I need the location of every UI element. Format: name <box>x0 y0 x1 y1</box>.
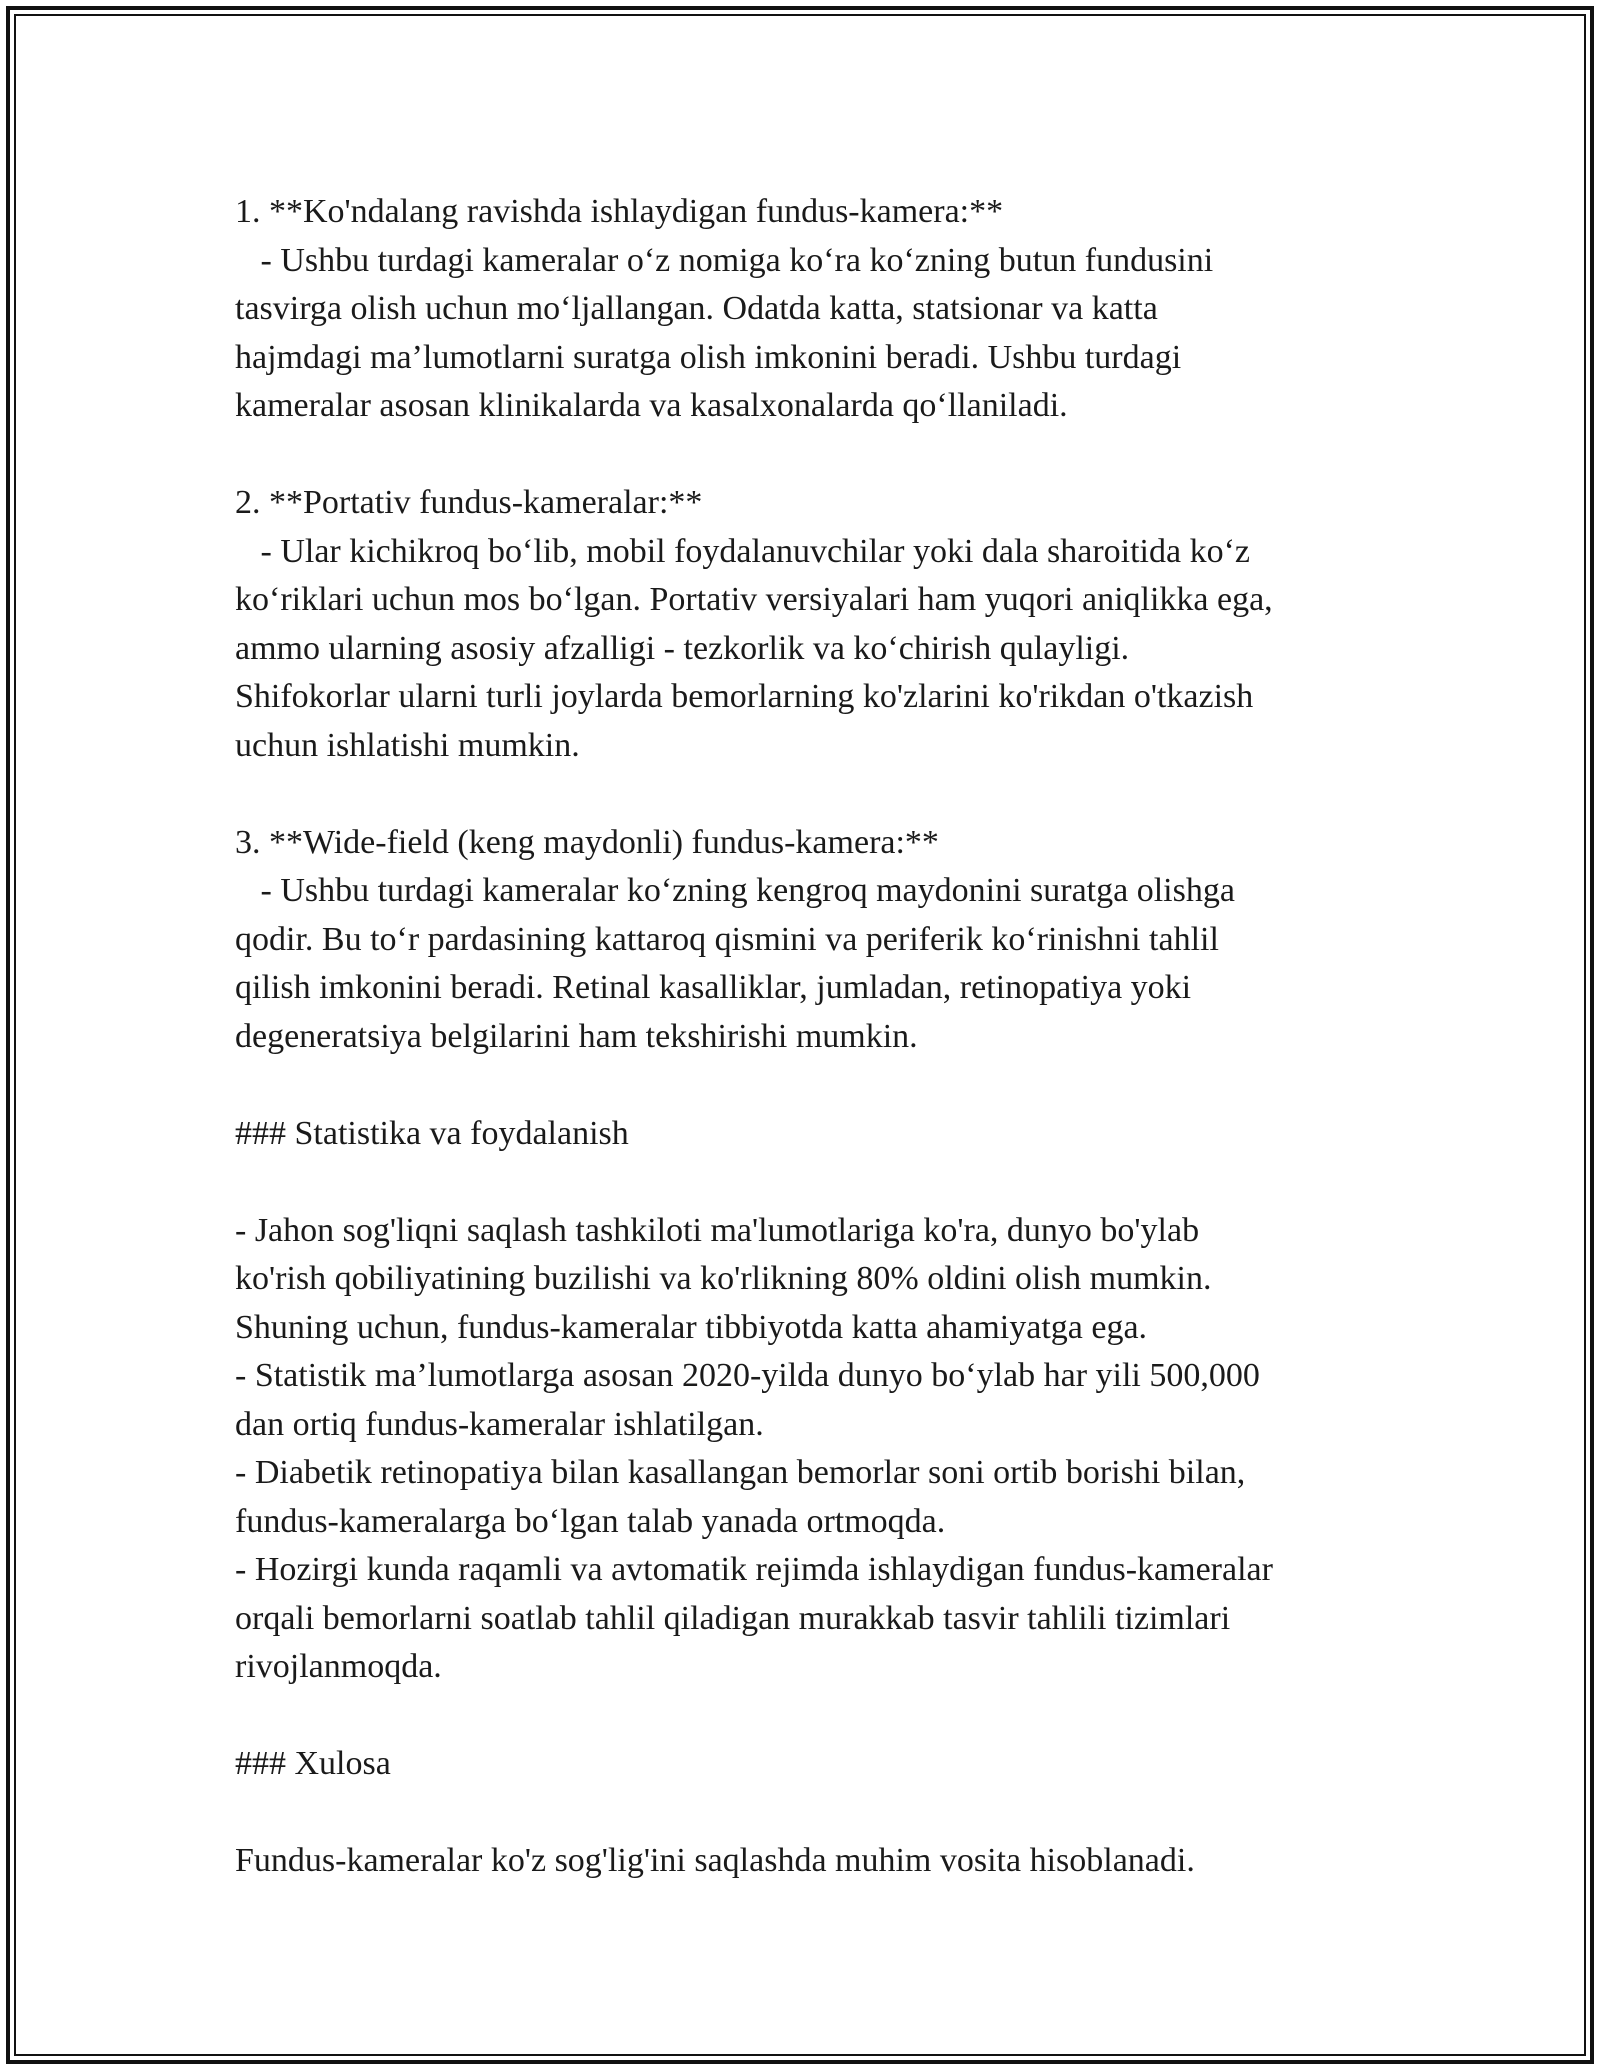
section-2-heading: 2. **Portativ fundus-kameralar:** <box>235 484 703 521</box>
section-2-line: uchun ishlatishi mumkin. <box>235 726 580 764</box>
stats-line: - Diabetik retinopatiya bilan kasallangan bemorlar soni ortib borishi bilan, <box>235 1454 1246 1491</box>
stats-line: - Statistik ma’lumotlarga asosan 2020-yilda dunyo bo‘ylab har yili 500,000 <box>235 1357 1260 1394</box>
section-3-line: - Ushbu turdagi kameralar ko‘zning kengroq maydonini suratga olishga <box>235 872 1235 909</box>
section-3-line: degeneratsiya belgilarini ham tekshirishi mumkin. <box>235 1017 918 1055</box>
stats-line: dan ortiq fundus-kameralar ishlatilgan. <box>235 1405 764 1443</box>
section-3-line: qodir. Bu to‘r pardasining kattaroq qismini va periferik ko‘rinishni tahlil <box>235 920 1219 958</box>
conclusion-line: Fundus-kameralar ko'z sog'lig'ini saqlashda muhim vosita hisoblanadi. <box>235 1842 1195 1879</box>
document-body <box>235 188 1375 1886</box>
stats-list <box>235 1207 1375 1692</box>
paragraph-gap <box>235 1061 1375 1110</box>
stats-heading: ### Statistika va foydalanish <box>235 1114 629 1152</box>
paragraph-gap <box>235 1789 1375 1838</box>
section-2-line: ko‘riklari uchun mos bo‘lgan. Portativ versiyalari ham yuqori aniqlikka ega, <box>235 581 1273 618</box>
section-2-line: Shifokorlar ularni turli joylarda bemorlarning ko'zlarini ko'rikdan o'tkazish <box>235 678 1254 715</box>
paragraph-gap <box>235 1692 1375 1741</box>
stats-line: rivojlanmoqda. <box>235 1648 442 1685</box>
stats-line: fundus-kameralarga bo‘lgan talab yanada ortmoqda. <box>235 1502 946 1540</box>
paragraph-gap <box>235 1158 1375 1207</box>
stats-line: - Hozirgi kunda raqamli va avtomatik rejimda ishlaydigan fundus-kameralar <box>235 1551 1273 1588</box>
section-1-heading: 1. **Ko'ndalang ravishda ishlaydigan fundus-kamera:** <box>235 193 1004 230</box>
section-3-heading: 3. **Wide-field (keng maydonli) fundus-kamera:** <box>235 823 939 861</box>
stats-line: Shuning uchun, fundus-kameralar tibbiyotda katta ahamiyatga ega. <box>235 1308 1148 1346</box>
section-3 <box>235 819 1375 1062</box>
conclusion-heading: ### Xulosa <box>235 1745 391 1782</box>
paragraph-gap <box>235 770 1375 819</box>
section-3-line: qilish imkonini beradi. Retinal kasalliklar, jumladan, retinopatiya yoki <box>235 969 1192 1006</box>
section-1-line: hajmdagi ma’lumotlarni suratga olish imkonini beradi. Ushbu turdagi <box>235 338 1182 376</box>
section-1-line: tasvirga olish uchun mo‘ljallangan. Odatda katta, statsionar va katta <box>235 290 1158 327</box>
section-2 <box>235 479 1375 770</box>
stats-line: ko'rish qobiliyatining buzilishi va ko'rlikning 80% oldini olish mumkin. <box>235 1260 1212 1297</box>
section-2-line: ammo ularning asosiy afzalligi - tezkorlik va ko‘chirish qulayligi. <box>235 629 1130 667</box>
stats-line: orqali bemorlarni soatlab tahlil qiladigan murakkab tasvir tahlili tizimlari <box>235 1599 1231 1637</box>
section-1 <box>235 188 1375 431</box>
stats-line: - Jahon sog'liqni saqlash tashkiloti ma'lumotlariga ko'ra, dunyo bo'ylab <box>235 1211 1200 1249</box>
section-1-line: - Ushbu turdagi kameralar o‘z nomiga ko‘ra ko‘zning butun fundusini <box>235 241 1214 279</box>
section-2-line: - Ular kichikroq bo‘lib, mobil foydalanuvchilar yoki dala sharoitida ko‘z <box>235 532 1251 570</box>
section-1-line: kameralar asosan klinikalarda va kasalxonalarda qo‘llaniladi. <box>235 387 1068 424</box>
paragraph-gap <box>235 431 1375 480</box>
